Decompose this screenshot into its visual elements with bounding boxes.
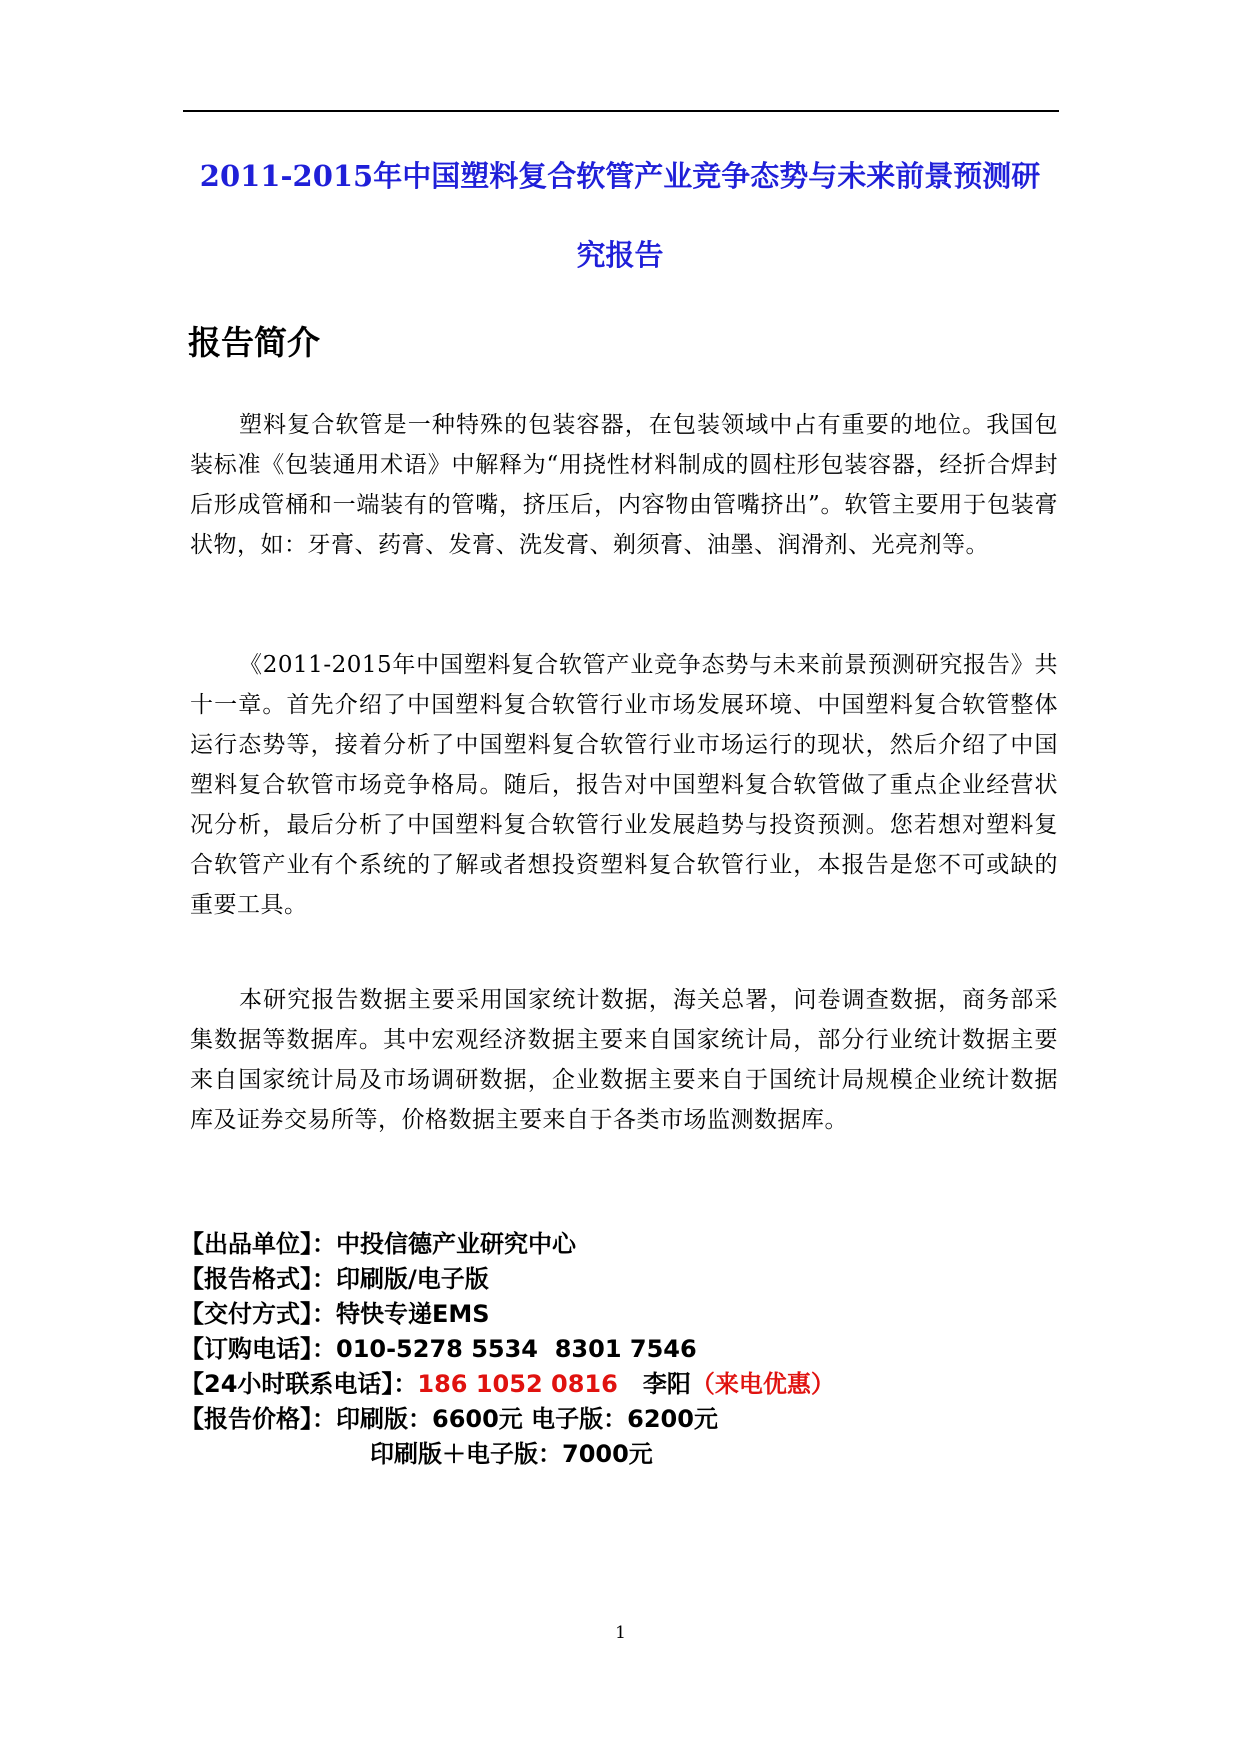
report-title-continued: 究报告 xyxy=(576,238,664,272)
price-row xyxy=(180,1402,835,1437)
publisher-label: 【出品单位】： xyxy=(180,1230,336,1258)
publisher-value: 中投信德产业研究中心 xyxy=(336,1230,576,1258)
report-title: 2011-2015年中国塑料复合软管产业竞争态势与未来前景预测研 xyxy=(199,159,1041,193)
price-row-continued xyxy=(180,1437,835,1472)
data-sources-paragraph: 本研究报告数据主要采用国家统计数据，海关总署，问卷调查数据，商务部采集数据等数据库。其中宏观经济数据主要来自国家统计局，部分行业统计数据主要来自国家统计局及市场调研数据，企业数据主要来自于国统计局规模企业统计数据库及证券交易所等，价格数据主要来自于各类市场监测数据库。 xyxy=(190,987,1058,1133)
order-phone-row xyxy=(180,1332,835,1367)
delivery-row xyxy=(180,1297,835,1332)
order-phone-value: 010-5278 5534 8301 7546 xyxy=(336,1335,697,1363)
hotline-contact: 李阳 xyxy=(642,1370,691,1398)
hotline-number: 186 1052 0816 xyxy=(417,1370,618,1398)
chapters-paragraph: 《2011-2015年中国塑料复合软管产业竞争态势与未来前景预测研究报告》共十一章。首先介绍了中国塑料复合软管行业市场发展环境、中国塑料复合软管整体运行态势等，接着分析了中国塑料复合软管行业市场运行的现状，然后介绍了中国塑料复合软管市场竞争格局。随后，报告对中国塑料复合软管做了重点企业经营状况分析，最后分析了中国塑料复合软管行业发展趋势与投资预测。您若想对塑料复合软管产业有个系统的了解或者想投资塑料复合软管行业，本报告是您不可或缺的重要工具。 xyxy=(190,652,1058,918)
format-row xyxy=(180,1262,835,1297)
section-heading: 报告简介 xyxy=(188,323,320,362)
format-label: 【报告格式】： xyxy=(180,1265,336,1293)
format-value: 印刷版/电子版 xyxy=(336,1265,489,1293)
price-line-1: 印刷版：6600元 电子版：6200元 xyxy=(336,1405,718,1433)
publisher-row xyxy=(180,1227,835,1262)
hotline-promo: （来电优惠） xyxy=(690,1370,835,1398)
delivery-value: 特快专递EMS xyxy=(336,1300,490,1328)
hotline-row xyxy=(180,1367,835,1402)
order-phone-label: 【订购电话】： xyxy=(180,1335,336,1363)
price-line-2: 印刷版＋电子版：7000元 xyxy=(370,1440,653,1468)
hotline-label: 【24小时联系电话】： xyxy=(180,1370,418,1398)
price-label: 【报告价格】： xyxy=(180,1405,336,1433)
header-rule xyxy=(183,110,1059,112)
order-info-block xyxy=(180,1227,835,1472)
delivery-label: 【交付方式】： xyxy=(180,1300,336,1328)
page-number: 1 xyxy=(615,1623,626,1643)
intro-paragraph: 塑料复合软管是一种特殊的包装容器，在包装领域中占有重要的地位。我国包装标准《包装通用术语》中解释为“用挠性材料制成的圆柱形包装容器，经折合焊封后形成管桶和一端装有的管嘴，挤压后，内容物由管嘴挤出”。软管主要用于包装膏状物，如：牙膏、药膏、发膏、洗发膏、剃须膏、油墨、润滑剂、光亮剂等。 xyxy=(190,412,1058,558)
